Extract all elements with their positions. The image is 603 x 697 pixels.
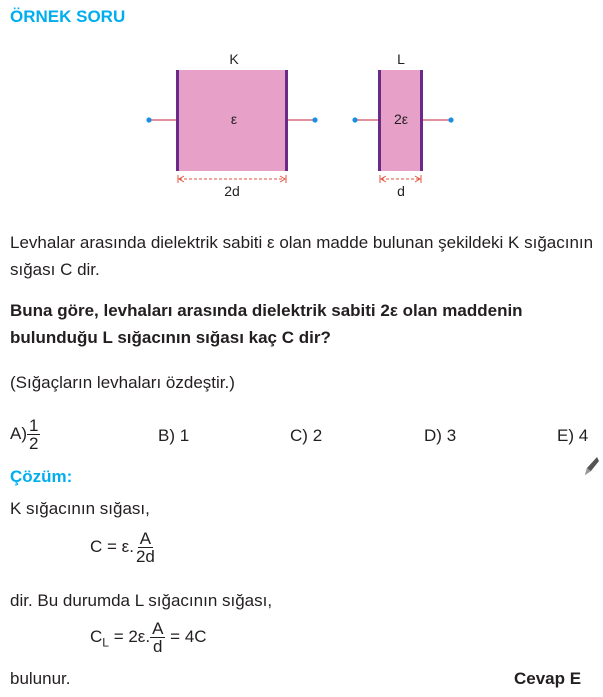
solution-line-2: dir. Bu durumda L sığacının sığası, <box>10 591 273 610</box>
option-a-fraction <box>27 417 40 452</box>
page-title: ÖRNEK SORU <box>10 7 126 26</box>
capacitor-l-distance-label: d <box>397 183 405 199</box>
option-a-denominator: 2 <box>29 434 39 453</box>
solution-line-1: K sığacının sığası, <box>10 499 150 518</box>
answer-label: Cevap E <box>514 669 582 688</box>
capacitor-k-left-plate <box>176 70 179 171</box>
equation-k-denominator: 2d <box>135 547 155 566</box>
capacitor-k-right-plate <box>285 70 288 171</box>
option-e <box>557 422 588 449</box>
option-b-value: 1 <box>179 426 190 445</box>
equation-l-capacitance <box>90 620 207 655</box>
option-a-numerator: 1 <box>29 416 39 435</box>
capacitor-l-left-terminal <box>352 117 357 122</box>
equation-l-symbol: C <box>90 626 103 646</box>
solution-line-3: bulunur. <box>10 669 71 688</box>
option-c-letter: C) <box>290 426 308 445</box>
equation-k-numerator: A <box>139 529 152 548</box>
equation-l-result: = 4C <box>165 626 207 646</box>
capacitor-k-dimension-arrow <box>178 175 286 183</box>
capacitor-figure <box>0 40 603 210</box>
equation-l-fraction <box>150 620 165 655</box>
equation-k-capacitance <box>90 530 157 565</box>
option-a <box>10 417 40 452</box>
solution-heading: Çözüm: <box>10 467 73 486</box>
capacitor-k-right-terminal <box>312 117 317 122</box>
equation-l-subscript: L <box>102 635 109 650</box>
capacitor-k-dielectric-label: ε <box>230 111 238 127</box>
option-b <box>158 422 189 449</box>
option-d-value: 3 <box>446 426 457 445</box>
pencil-icon <box>584 456 600 478</box>
option-b-letter: B) <box>158 426 175 445</box>
option-d-letter: D) <box>424 426 442 445</box>
question-prompt: Buna göre, levhaları arasında dielektrik sabiti 2ε olan maddenin bulunduğu L sığacının sığası kaç C dir? <box>10 301 523 347</box>
option-c-value: 2 <box>312 426 323 445</box>
option-e-letter: E) <box>557 426 574 445</box>
capacitor-k-distance-label: 2d <box>224 183 240 199</box>
capacitor-l-right-terminal <box>448 117 453 122</box>
equation-l-coefficient: = 2ε. <box>108 626 151 646</box>
question-note: (Sığaçların levhaları özdeştir.) <box>10 373 235 392</box>
capacitor-l-dielectric-label: 2ε <box>393 111 409 127</box>
equation-k-lhs: C = ε. <box>90 536 134 556</box>
equation-k-fraction <box>134 530 157 565</box>
capacitor-k-label: K <box>229 51 239 67</box>
capacitor-l-left-plate <box>378 70 381 171</box>
capacitor-l-right-plate <box>420 70 423 171</box>
capacitor-l-dimension-arrow <box>380 175 421 183</box>
option-a-letter: A) <box>10 423 27 443</box>
equation-l-numerator: A <box>152 619 164 638</box>
equation-l-denominator: d <box>153 637 163 656</box>
capacitor-k-left-terminal <box>146 117 151 122</box>
option-c <box>290 422 322 449</box>
option-d <box>424 422 456 449</box>
question-intro: Levhalar arasında dielektrik sabiti ε olan madde bulunan şekildeki K sığacının sığası C dir. <box>10 233 594 279</box>
option-e-value: 4 <box>578 426 589 445</box>
capacitor-l-label: L <box>397 51 405 67</box>
